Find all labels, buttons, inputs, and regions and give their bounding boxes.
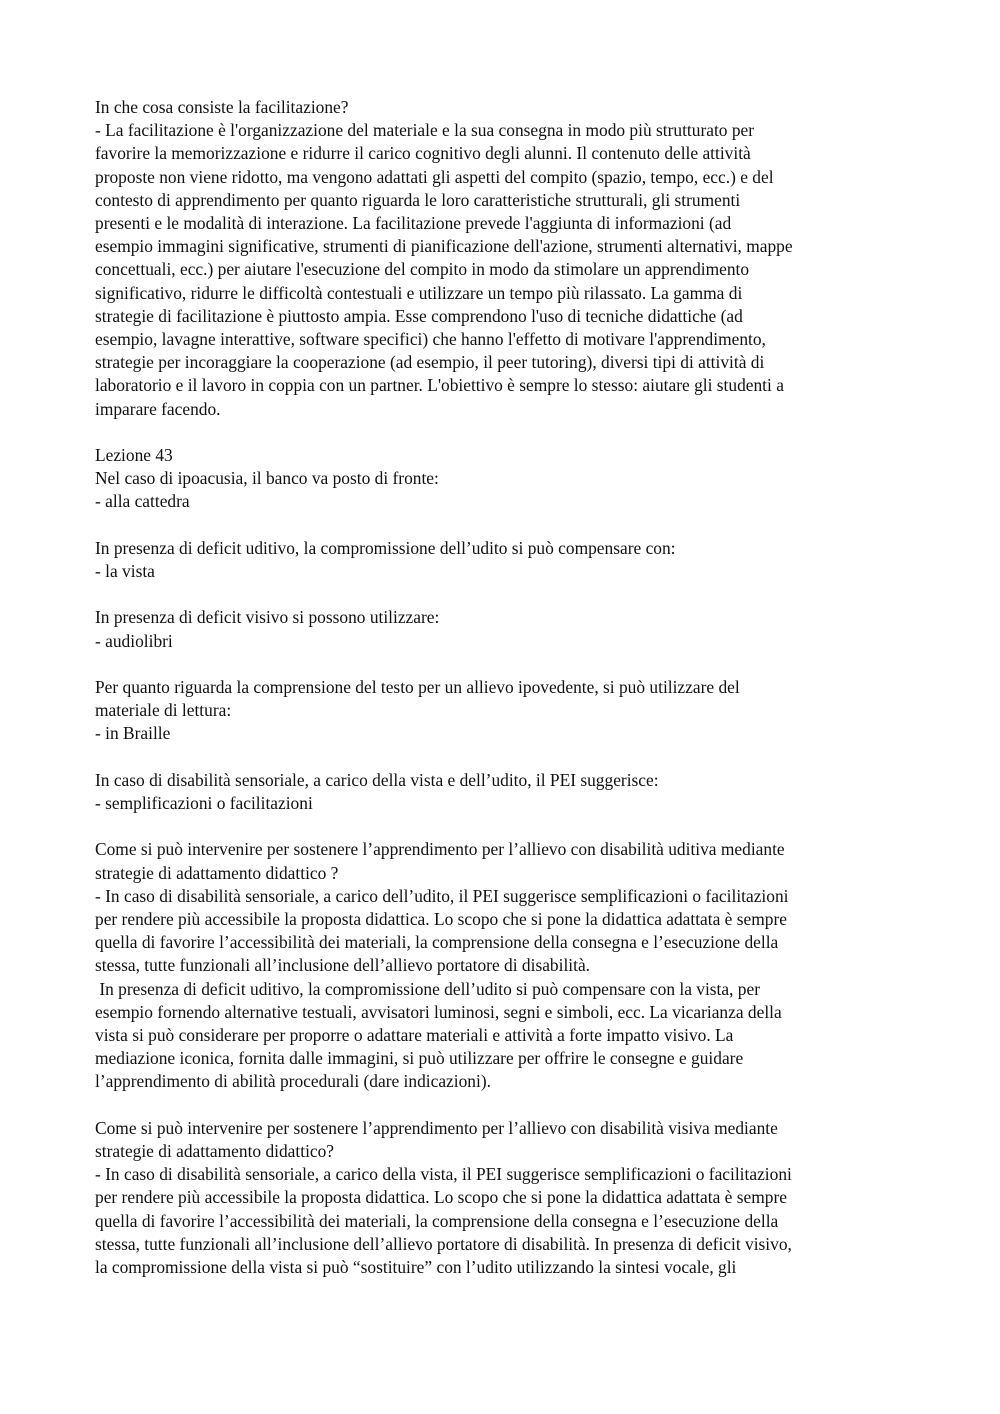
paragraph-deficit-uditivo xyxy=(95,537,925,583)
question-line: Per quanto riguarda la comprensione del testo per un allievo ipovedente, si può utilizzare del xyxy=(95,677,740,698)
question-line: Come si può intervenire per sostenere l’apprendimento per l’allievo con disabilità visiva mediante xyxy=(95,1117,778,1138)
text-line: strategie per incoraggiare la cooperazione (ad esempio, il peer tutoring), diversi tipi di attività di xyxy=(95,352,765,373)
text-line: favorire la memorizzazione e ridurre il carico cognitivo degli alunni. Il contenuto delle attività xyxy=(95,143,751,164)
question-line: In che cosa consiste la facilitazione? xyxy=(95,97,349,117)
question-line: In presenza di deficit uditivo, la compromissione dell’udito si può compensare con: xyxy=(95,537,676,558)
paragraph-lezione-43 xyxy=(95,444,925,514)
text-line: In presenza di deficit uditivo, la compromissione dell’udito si può compensare con la vista, per xyxy=(95,978,761,999)
question-line: In presenza di deficit visivo si possono utilizzare: xyxy=(95,607,440,628)
text-line: la compromissione della vista si può “sostituire” con l’udito utilizzando la sintesi vocale, gli xyxy=(95,1257,737,1278)
text-line: per rendere più accessibile la proposta didattica. Lo scopo che si pone la didattica adattata è sempre xyxy=(95,909,787,930)
paragraph-disabilita-visiva xyxy=(95,1117,925,1279)
answer-line: - audiolibri xyxy=(95,630,173,651)
text-line: esempio immagini significative, strumenti di pianificazione dell'azione, strumenti alternativi, mappe xyxy=(95,236,793,257)
text-line: laboratorio e il lavoro in coppia con un partner. L'obiettivo è sempre lo stesso: aiutare gli studenti a xyxy=(95,375,784,396)
text-line: per rendere più accessibile la proposta didattica. Lo scopo che si pone la didattica adattata è sempre xyxy=(95,1187,787,1208)
text-line: imparare facendo. xyxy=(95,398,221,419)
lesson-heading: Lezione 43 xyxy=(95,445,173,466)
question-line: Nel caso di ipoacusia, il banco va posto di fronte: xyxy=(95,468,439,489)
paragraph-ipovedente xyxy=(95,676,925,746)
text-line: esempio, lavagne interattive, software specifici) che hanno l'effetto di motivare l'apprendimento, xyxy=(95,329,766,350)
text-line: esempio fornendo alternative testuali, avvisatori luminosi, segni e simboli, ecc. La vicarianza della xyxy=(95,1001,782,1022)
text-line: proposte non viene ridotto, ma vengono adattati gli aspetti del compito (spazio, tempo, ecc.) e del xyxy=(95,166,774,187)
text-line: mediazione iconica, fornita dalle immagini, si può utilizzare per offrire le consegne e guidare xyxy=(95,1048,744,1069)
paragraph-disabilita-uditiva xyxy=(95,838,925,1093)
question-line: materiale di lettura: xyxy=(95,700,232,721)
question-line: strategie di adattamento didattico ? xyxy=(95,862,339,883)
question-line: In caso di disabilità sensoriale, a carico della vista e dell’udito, il PEI suggerisce: xyxy=(95,769,659,790)
text-line: presenti e le modalità di interazione. La facilitazione prevede l'aggiunta di informazioni (ad xyxy=(95,213,732,234)
answer-line: - alla cattedra xyxy=(95,491,190,512)
text-line: stessa, tutte funzionali all’inclusione dell’allievo portatore di disabilità. In presenza di deficit visivo, xyxy=(95,1233,792,1254)
text-line: l’apprendimento di abilità procedurali (dare indicazioni). xyxy=(95,1071,491,1092)
document-page xyxy=(95,96,925,1302)
text-line: vista si può considerare per proporre o adattare materiali e attività a forte impatto visivo. La xyxy=(95,1025,734,1046)
text-line: - In caso di disabilità sensoriale, a carico dell’udito, il PEI suggerisce semplificazioni o facilitazioni xyxy=(95,885,789,906)
text-line: contesto di apprendimento per quanto riguarda le loro caratteristiche strutturali, gli strumenti xyxy=(95,189,741,210)
question-line: Come si può intervenire per sostenere l’apprendimento per l’allievo con disabilità uditiva mediante xyxy=(95,839,785,860)
text-line: concettuali, ecc.) per aiutare l'esecuzione del compito in modo da stimolare un apprendimento xyxy=(95,259,750,280)
question-line: strategie di adattamento didattico? xyxy=(95,1141,335,1162)
paragraph-pei xyxy=(95,769,925,815)
text-line: - In caso di disabilità sensoriale, a carico della vista, il PEI suggerisce semplificazioni o facilitazioni xyxy=(95,1164,792,1185)
answer-line: - la vista xyxy=(95,561,155,582)
paragraph-facilitazione xyxy=(95,96,925,421)
text-line: stessa, tutte funzionali all’inclusione dell’allievo portatore di disabilità. xyxy=(95,955,591,976)
text-line: significativo, ridurre le difficoltà contestuali e utilizzare un tempo più rilassato. La gamma di xyxy=(95,282,743,303)
text-line: strategie di facilitazione è piuttosto ampia. Esse comprendono l'uso di tecniche didattiche (ad xyxy=(95,305,743,326)
paragraph-deficit-visivo xyxy=(95,606,925,652)
text-line: quella di favorire l’accessibilità dei materiali, la comprensione della consegna e l’esecuzione della xyxy=(95,932,779,953)
text-line: quella di favorire l’accessibilità dei materiali, la comprensione della consegna e l’esecuzione della xyxy=(95,1210,779,1231)
answer-line: - in Braille xyxy=(95,723,171,744)
answer-line: - semplificazioni o facilitazioni xyxy=(95,793,313,814)
text-line: - La facilitazione è l'organizzazione del materiale e la sua consegna in modo più strutturato per xyxy=(95,120,755,141)
